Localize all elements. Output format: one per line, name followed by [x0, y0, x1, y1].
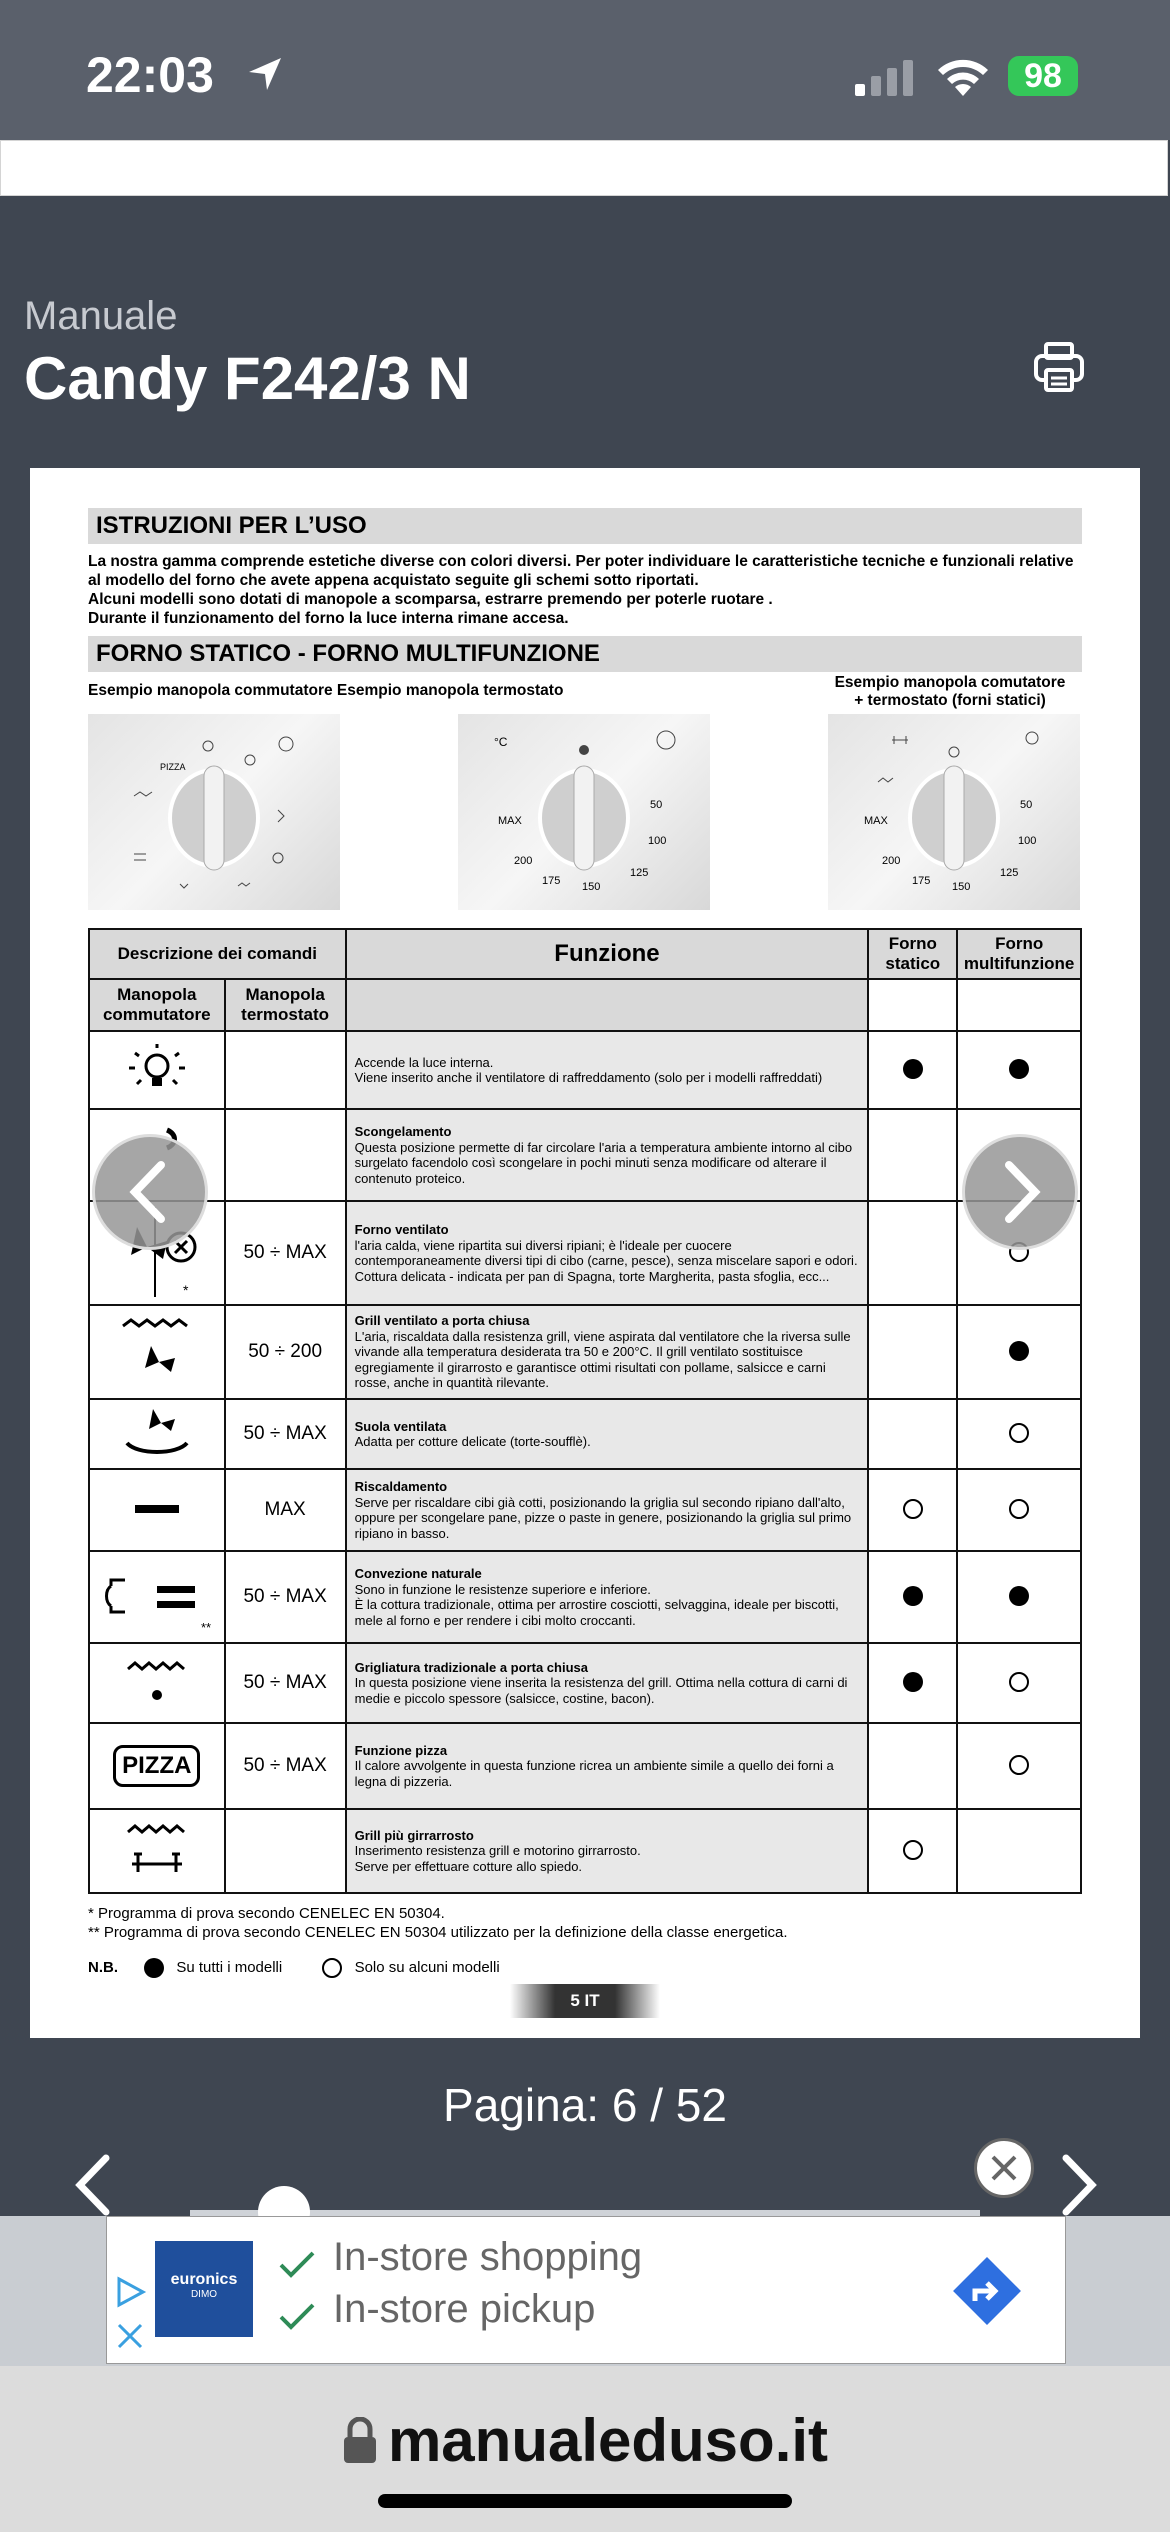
- legend-ring: [322, 1958, 342, 1978]
- table-row: [89, 1469, 1081, 1551]
- url-label: manualeduso.it: [387, 2407, 829, 2474]
- page-title: Candy F242/3 N: [24, 345, 471, 412]
- pizza-icon-label: PIZZA: [113, 1745, 200, 1787]
- knob-50-text: 50: [650, 799, 663, 811]
- th-term: Manopola termostato: [225, 979, 346, 1031]
- row-multi-mark: [957, 1643, 1081, 1723]
- row-static-mark: [868, 1305, 957, 1399]
- row-desc: Accende la luce interna. Viene inserito anche il ventilatore di raffreddamento (solo per i modelli raffreddati): [346, 1031, 869, 1109]
- ad-close-icon[interactable]: [115, 2321, 145, 2351]
- ad-line-1: In-store shopping: [333, 2235, 643, 2279]
- wifi-icon: [935, 56, 991, 98]
- row-desc: Funzione pizza Il calore avvolgente in questa funzione ricrea un ambiente simile a quello dei forni a legna di pizzeria.: [346, 1723, 869, 1809]
- row-term: 50 ÷ MAX: [225, 1201, 346, 1305]
- row-static-mark: [868, 1109, 957, 1201]
- location-arrow-icon: [245, 54, 285, 94]
- row-static-mark: [868, 1399, 957, 1469]
- directions-icon[interactable]: [949, 2253, 1025, 2329]
- row-desc: Grill ventilato a porta chiusa L'aria, riscaldata dalla resistenza grill, viene aspirata dal ventilatore che la riversa sulle vivande alla temperatura desiderata tra 50 e 200°C. Il grill ventilato sostituisce egregiamente il girarrosto e garantisce ottimi risultati con pollame, salsicce e carni rosse, anche in quantità rilevante.: [346, 1305, 869, 1399]
- footnote-1: * Programma di prova secondo CENELEC EN 50304.: [88, 1905, 445, 1922]
- table-row: [89, 1809, 1081, 1893]
- table-row: [89, 1031, 1081, 1109]
- row-static-mark: [868, 1031, 957, 1109]
- print-icon[interactable]: [1032, 340, 1086, 394]
- knob-combinato-image: [828, 714, 1080, 910]
- row-term: [225, 1031, 346, 1109]
- status-bar: [0, 0, 1170, 140]
- heating-bar-icon: [89, 1469, 225, 1551]
- knob3-100-text: 100: [1018, 835, 1037, 847]
- ad-bar: [0, 2216, 1170, 2366]
- row-term: 50 ÷ 200: [225, 1305, 346, 1399]
- row-term: MAX: [225, 1469, 346, 1551]
- nb-label: N.B.: [88, 1958, 118, 1976]
- row-static-mark: [868, 1643, 957, 1723]
- battery-indicator: [1008, 56, 1078, 96]
- toolbar-strip-inner: [0, 140, 1168, 196]
- cellular-signal-icon: [855, 58, 919, 98]
- table-row: [89, 1723, 1081, 1809]
- knob-100-text: 100: [648, 835, 667, 847]
- row-term: [225, 1109, 346, 1201]
- th-func: Funzione: [346, 929, 869, 979]
- footnote-2: ** Programma di prova secondo CENELEC EN 50304 utilizzato per la definizione della classe energetica.: [88, 1924, 788, 1941]
- rotisserie-icon: [89, 1809, 225, 1893]
- table-row: [89, 1201, 1081, 1305]
- ad-line-2: In-store pickup: [333, 2287, 596, 2331]
- knob3-50-text: 50: [1020, 799, 1033, 811]
- knob-150-text: 150: [582, 881, 601, 893]
- table-row: [89, 1109, 1081, 1201]
- row-term: [225, 1809, 346, 1893]
- chevron-left-icon: [95, 1137, 205, 1247]
- row-static-mark: [868, 1201, 957, 1305]
- status-time: 22:03: [86, 47, 214, 103]
- toolbar-strip: [0, 140, 1170, 244]
- fan-bottom-icon: [89, 1399, 225, 1469]
- battery-level: 98: [1024, 57, 1062, 95]
- footnotes: [88, 1904, 788, 1942]
- pager: [0, 2038, 1170, 2218]
- row-desc: Forno ventilato l'aria calda, viene ripartita sui diversi ripiani; è l'ideale per cuocere contemporaneamente diversi tipi di cibo (carne, pesce), senza miscelare sapori e odori. Cottura delicata - indicata per pan di Spagna, torte Margherita, pasta sfoglia, ecc...: [346, 1201, 869, 1305]
- check-icon: [277, 2247, 317, 2283]
- check-icon: [277, 2299, 317, 2335]
- row-static-mark: [868, 1551, 957, 1643]
- section-heading-forno: FORNO STATICO - FORNO MULTIFUNZIONE: [88, 636, 1082, 672]
- knob-pizza-text: PIZZA: [160, 762, 186, 772]
- row-static-mark: [868, 1469, 957, 1551]
- row-desc: Grigliatura tradizionale a porta chiusa In questa posizione viene inserita la resistenza del grill. Ottima nella cottura di carni di medie e piccolo spessore (salsicce, costine, bacon).: [346, 1643, 869, 1723]
- function-table: [88, 928, 1082, 1894]
- pager-next-icon[interactable]: [1054, 2150, 1104, 2220]
- row-term: 50 ÷ MAX: [225, 1399, 346, 1469]
- knob-celsius-text: °C: [494, 735, 508, 749]
- th-comm: Manopola commutatore: [89, 979, 225, 1031]
- knob3-150-text: 150: [952, 881, 971, 893]
- grill-icon: [89, 1643, 225, 1723]
- manual-page: [30, 468, 1140, 2038]
- next-page-button[interactable]: [962, 1134, 1078, 1250]
- light-bulb-icon: [89, 1031, 225, 1109]
- knob3-125-text: 125: [1000, 867, 1019, 879]
- legend: [88, 1958, 500, 1978]
- intro-text: La nostra gamma comprende estetiche diverse con colori diversi. Per poter individuare le caratteristiche tecniche e funzionali relative al modello del forno che avete appena acquistato seguite gli schemi sotto riportati. Alcuni modelli sono dotati di manopole a scomparsa, estrarre premendo per poterle ruotare . Durante il funzionamento del forno la luce interna rimane accesa.: [88, 553, 1074, 627]
- th-desc: Descrizione dei comandi: [89, 929, 346, 979]
- page-footer-number: 5 IT: [510, 1984, 660, 2018]
- th-static: Forno statico: [868, 929, 957, 979]
- legend-dot: [144, 1958, 164, 1978]
- row-multi-mark: [957, 1469, 1081, 1551]
- example-label-left: Esempio manopola commutatore Esempio manopola termostato: [88, 682, 564, 699]
- knob-200-text: 200: [514, 855, 533, 867]
- row-term: 50 ÷ MAX: [225, 1551, 346, 1643]
- row-multi-mark: [957, 1031, 1081, 1109]
- row-multi-mark: [957, 1551, 1081, 1643]
- header-subtitle: Manuale: [24, 294, 178, 338]
- section-heading-istruzioni: ISTRUZIONI PER L’USO: [88, 508, 1082, 544]
- knob-termostato-image: [458, 714, 710, 910]
- knob-125-text: 125: [630, 867, 649, 879]
- page-indicator: Pagina: 6 / 52: [443, 2079, 727, 2131]
- convection-icon: [89, 1551, 225, 1643]
- svg-text:**: **: [200, 1619, 211, 1635]
- legend-all: Su tutti i modelli: [176, 1958, 283, 1976]
- pizza-icon: [89, 1723, 225, 1809]
- svg-text:*: *: [182, 1281, 189, 1297]
- table-row: [89, 1643, 1081, 1723]
- knob-175-text: 175: [542, 875, 561, 887]
- row-multi-mark: [957, 1723, 1081, 1809]
- row-desc: Scongelamento Questa posizione permette di far circolare l'aria a temperatura ambiente intorno al cibo surgelato facendolo così scongelare in pochi minuti senza modificare od alterare il contenuto proteico.: [346, 1109, 869, 1201]
- ad-brand-sub: DIMO: [190, 2289, 218, 2300]
- close-ad-button[interactable]: [974, 2138, 1034, 2198]
- legend-some: Solo su alcuni modelli: [354, 1958, 500, 1976]
- knob-commutatore-image: [88, 714, 340, 910]
- row-term: 50 ÷ MAX: [225, 1643, 346, 1723]
- fan-grill-icon: [89, 1305, 225, 1399]
- knob3-max-text: MAX: [864, 815, 888, 827]
- th-multi: Forno multifunzione: [957, 929, 1081, 979]
- row-multi-mark: [957, 1399, 1081, 1469]
- ad-banner[interactable]: [106, 2216, 1066, 2364]
- close-icon: [977, 2141, 1031, 2195]
- euronics-logo: [155, 2241, 253, 2337]
- ad-brand: euronics: [170, 2271, 238, 2288]
- row-multi-mark: [957, 1305, 1081, 1399]
- row-static-mark: [868, 1723, 957, 1809]
- lock-icon: [342, 2417, 378, 2465]
- knob-max-text: MAX: [498, 815, 522, 827]
- url-text[interactable]: [0, 2406, 1170, 2475]
- table-row: [89, 1399, 1081, 1469]
- example-label-right: Esempio manopola comutatore + termostato (forni statici): [834, 674, 1066, 709]
- prev-page-button[interactable]: [92, 1134, 208, 1250]
- th-empty: [346, 979, 869, 1031]
- row-term: 50 ÷ MAX: [225, 1723, 346, 1809]
- row-desc: Grill più girrarrosto Inserimento resistenza grill e motorino girrarrosto. Serve per effettuare cotture allo spiedo.: [346, 1809, 869, 1893]
- row-desc: Convezione naturale Sono in funzione le resistenze superiore e inferiore. È la cottura tradizionale, ottima per arrostire cosciotti, selvaggina, ideale per biscotti, mele al forno e per rendere i cibi molto croccanti.: [346, 1551, 869, 1643]
- row-desc: Riscaldamento Serve per riscaldare cibi già cotti, posizionando la griglia sul secondo ripiano dall'alto, oppure per scongelare pane, pizze o paste in genere, posizionando la griglia sul primo ripiano in basso.: [346, 1469, 869, 1551]
- knob3-200-text: 200: [882, 855, 901, 867]
- manual-header: [0, 244, 1170, 468]
- table-row: [89, 1305, 1081, 1399]
- row-multi-mark: [957, 1809, 1081, 1893]
- row-static-mark: [868, 1809, 957, 1893]
- row-desc: Suola ventilata Adatta per cotture delicate (torte-soufflè).: [346, 1399, 869, 1469]
- knob3-175-text: 175: [912, 875, 931, 887]
- table-row: [89, 1551, 1081, 1643]
- chevron-right-icon: [965, 1137, 1075, 1247]
- home-indicator: [378, 2494, 792, 2508]
- pager-prev-icon[interactable]: [68, 2150, 118, 2220]
- ad-choices-icon[interactable]: [113, 2275, 147, 2309]
